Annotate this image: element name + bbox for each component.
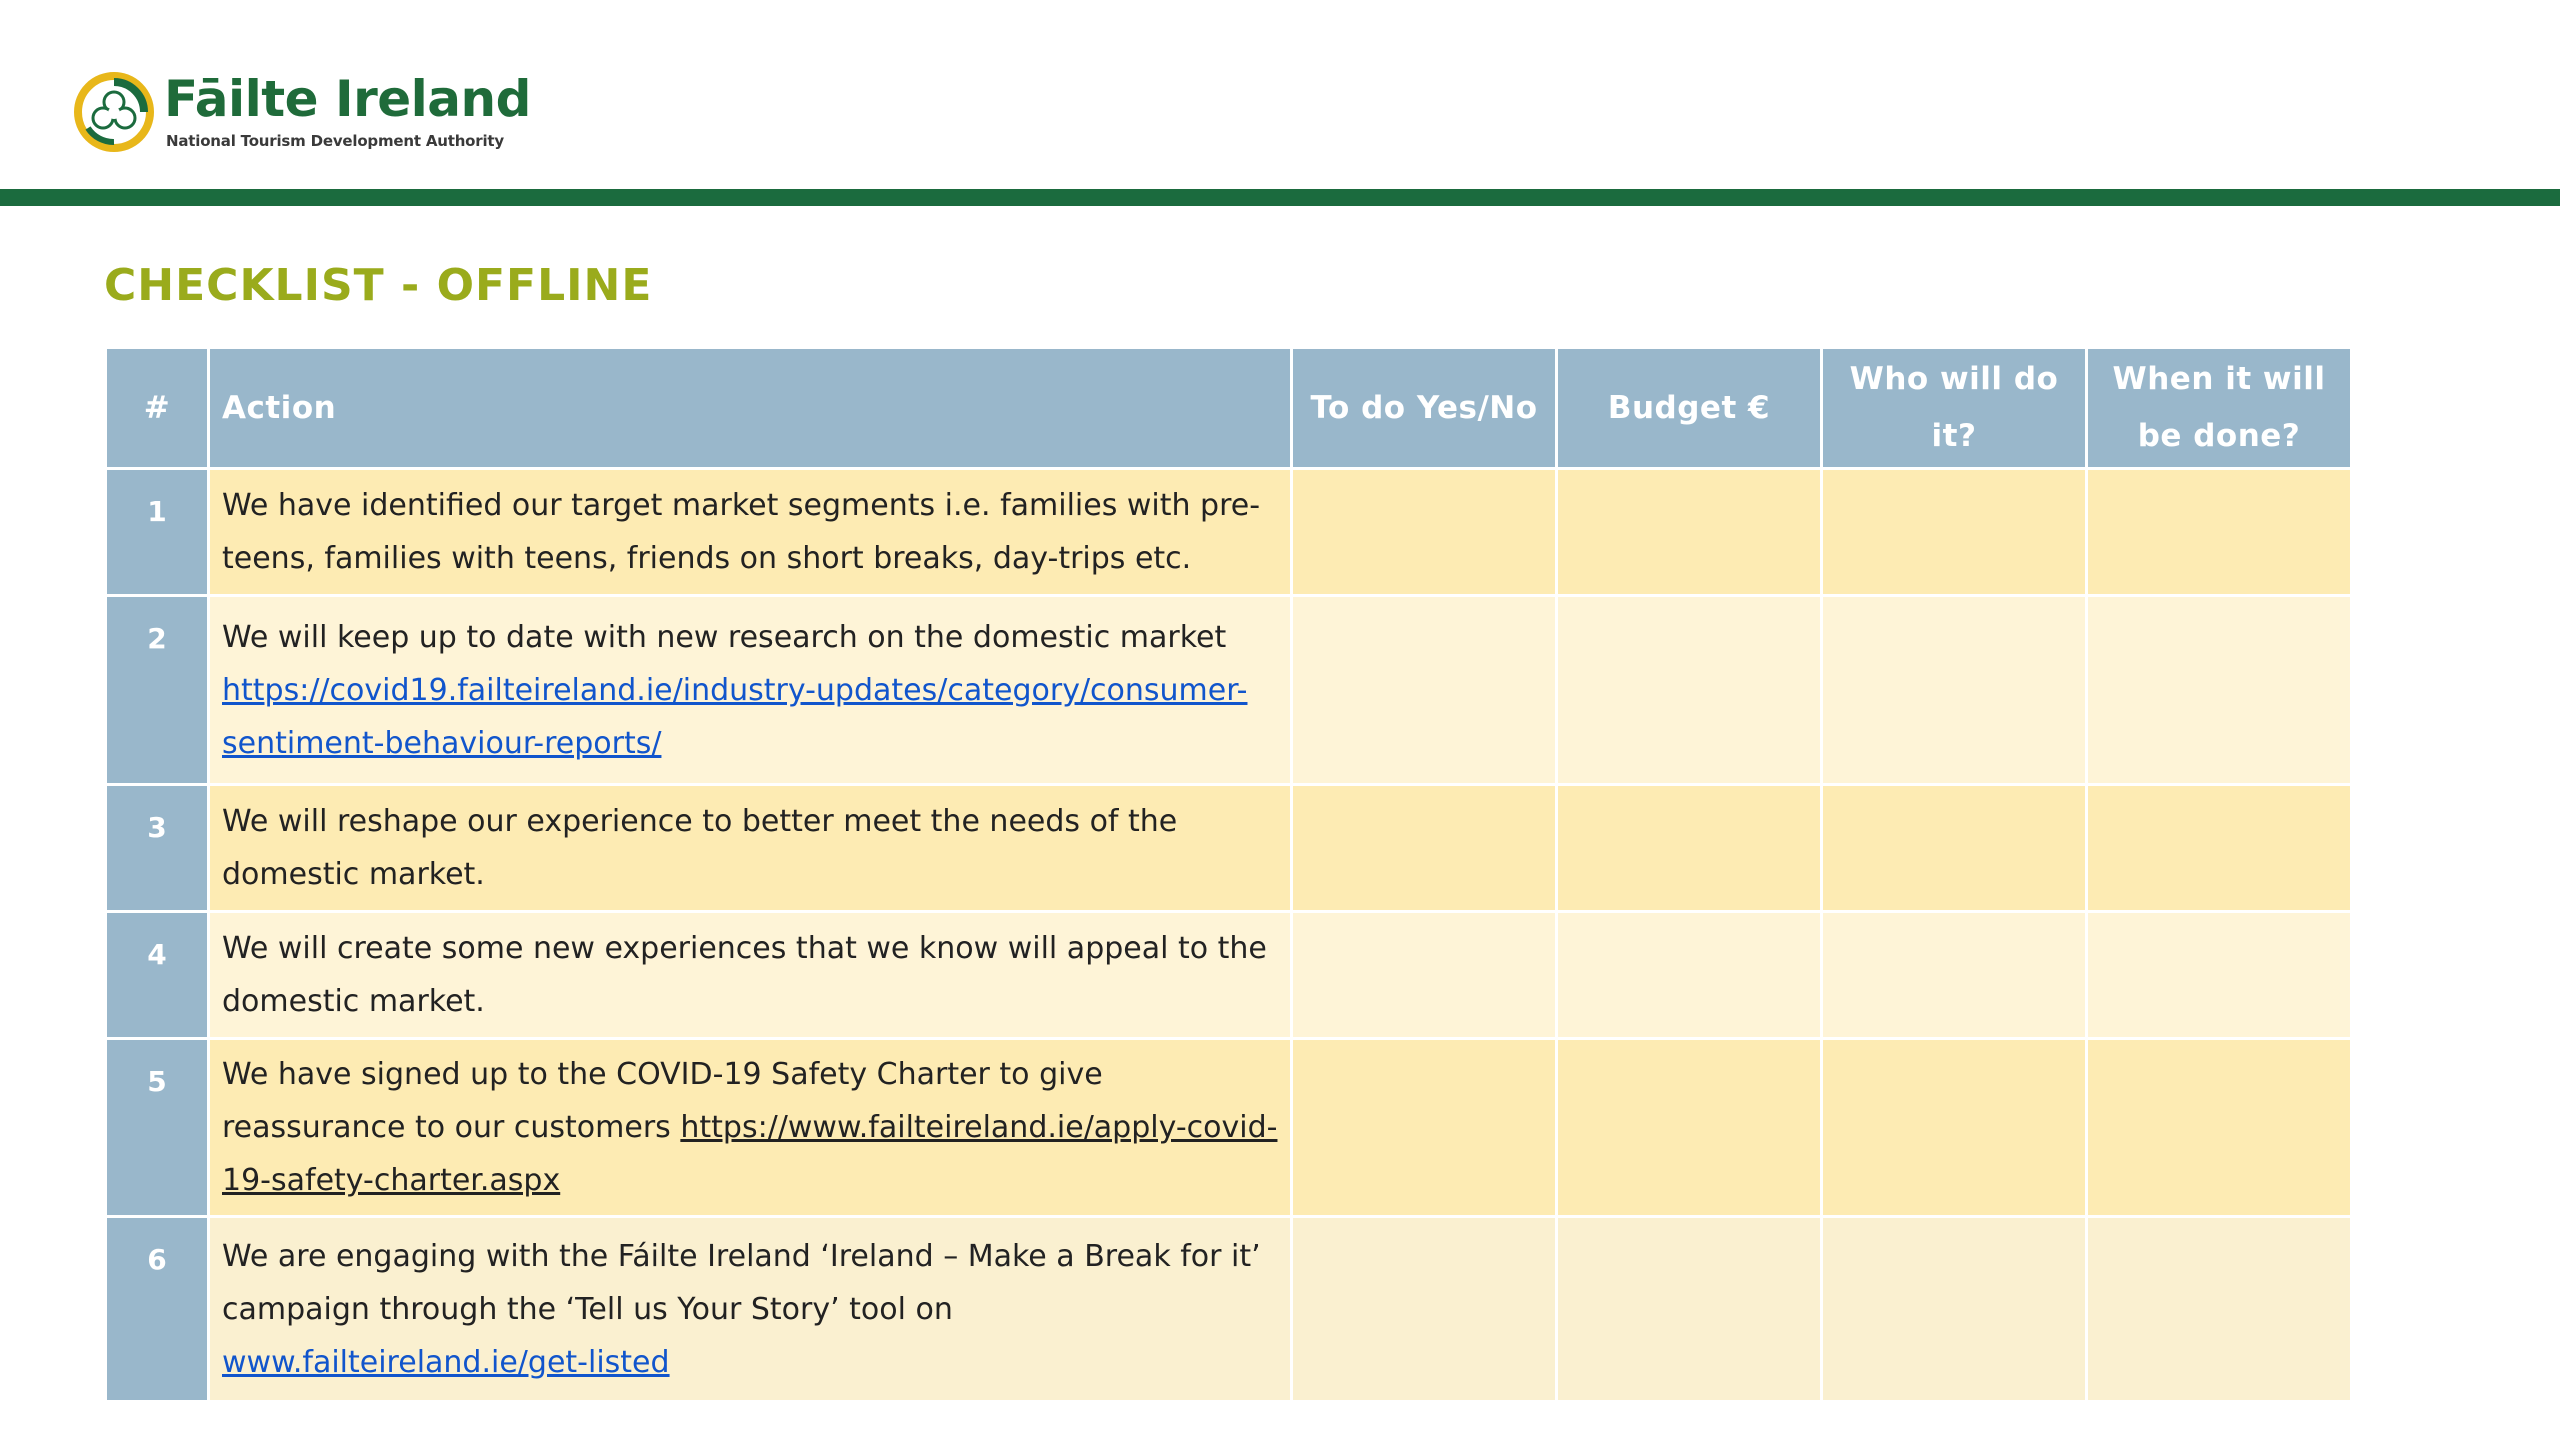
row-action-text: We have signed up to the COVID-19 Safety Charter to give reassurance to our customers bbox=[222, 1057, 1103, 1145]
row-when-cell[interactable] bbox=[2088, 597, 2350, 783]
row-todo-cell[interactable] bbox=[1293, 470, 1555, 594]
checklist-table bbox=[104, 346, 2353, 1403]
row-action-text: We will reshape our experience to better meet the needs of the domestic market. bbox=[222, 804, 1178, 892]
row-when-cell[interactable] bbox=[2088, 913, 2350, 1037]
row-todo-cell[interactable] bbox=[1293, 786, 1555, 910]
row-number: 6 bbox=[107, 1218, 207, 1400]
row-who-cell[interactable] bbox=[1823, 1040, 2085, 1215]
row-budget-cell[interactable] bbox=[1558, 470, 1820, 594]
row-action bbox=[210, 1040, 1290, 1215]
safety-charter-link[interactable]: https://www.failteireland.ie/apply-covid-19-safety-charter.aspx bbox=[222, 1110, 1278, 1198]
row-action-text: We are engaging with the Fáilte Ireland ‘Ireland – Make a Break for it’ campaign through the ‘Tell us Your Story’ tool on bbox=[222, 1238, 1261, 1327]
row-budget-cell[interactable] bbox=[1558, 597, 1820, 783]
row-todo-cell[interactable] bbox=[1293, 1040, 1555, 1215]
row-budget-cell[interactable] bbox=[1558, 1040, 1820, 1215]
row-number: 3 bbox=[107, 786, 207, 910]
row-when-cell[interactable] bbox=[2088, 470, 2350, 594]
page-title: CHECKLIST - OFFLINE bbox=[104, 260, 653, 311]
row-budget-cell[interactable] bbox=[1558, 913, 1820, 1037]
table-row bbox=[107, 470, 2350, 594]
row-who-cell[interactable] bbox=[1823, 470, 2085, 594]
column-header-who: Who will do it? bbox=[1823, 349, 2085, 467]
row-todo-cell[interactable] bbox=[1293, 913, 1555, 1037]
column-header-action: Action bbox=[210, 349, 1290, 467]
row-todo-cell[interactable] bbox=[1293, 1218, 1555, 1400]
row-when-cell[interactable] bbox=[2088, 786, 2350, 910]
row-who-cell[interactable] bbox=[1823, 913, 2085, 1037]
header-divider-bar bbox=[0, 189, 2560, 206]
row-number: 4 bbox=[107, 913, 207, 1037]
row-number: 5 bbox=[107, 1040, 207, 1215]
table-row bbox=[107, 597, 2350, 783]
row-action-text: We will keep up to date with new research on the domestic market bbox=[222, 619, 1227, 655]
column-header-todo: To do Yes/No bbox=[1293, 349, 1555, 467]
row-budget-cell[interactable] bbox=[1558, 1218, 1820, 1400]
consumer-sentiment-reports-link[interactable]: https://covid19.failteireland.ie/industry-updates/category/consumer-sentiment-behaviour-reports/ bbox=[222, 672, 1248, 761]
row-number: 1 bbox=[107, 470, 207, 594]
row-action bbox=[210, 913, 1290, 1037]
row-action-text: We have identified our target market segments i.e. families with pre-teens, families with teens, friends on short breaks, day-trips etc. bbox=[222, 488, 1261, 576]
shamrock-logo-icon bbox=[74, 72, 154, 152]
get-listed-link[interactable]: www.failteireland.ie/get-listed bbox=[222, 1344, 670, 1380]
page-header bbox=[0, 0, 2560, 190]
row-action bbox=[210, 470, 1290, 594]
table-row bbox=[107, 1040, 2350, 1215]
table-header-row bbox=[107, 349, 2350, 467]
row-number: 2 bbox=[107, 597, 207, 783]
column-header-when: When it will be done? bbox=[2088, 349, 2350, 467]
failte-ireland-logo[interactable] bbox=[74, 70, 531, 152]
table-row bbox=[107, 786, 2350, 910]
row-action-text: We will create some new experiences that we know will appeal to the domestic market. bbox=[222, 931, 1267, 1019]
row-when-cell[interactable] bbox=[2088, 1218, 2350, 1400]
row-who-cell[interactable] bbox=[1823, 786, 2085, 910]
row-action bbox=[210, 1218, 1290, 1400]
column-header-number: # bbox=[107, 349, 207, 467]
row-budget-cell[interactable] bbox=[1558, 786, 1820, 910]
logo-tagline: National Tourism Development Authority bbox=[166, 132, 504, 150]
row-when-cell[interactable] bbox=[2088, 1040, 2350, 1215]
row-who-cell[interactable] bbox=[1823, 1218, 2085, 1400]
row-action bbox=[210, 597, 1290, 783]
row-who-cell[interactable] bbox=[1823, 597, 2085, 783]
row-action bbox=[210, 786, 1290, 910]
logo-name: Fāilte Ireland bbox=[164, 70, 531, 128]
row-todo-cell[interactable] bbox=[1293, 597, 1555, 783]
table-row bbox=[107, 913, 2350, 1037]
column-header-budget: Budget € bbox=[1558, 349, 1820, 467]
table-row bbox=[107, 1218, 2350, 1400]
